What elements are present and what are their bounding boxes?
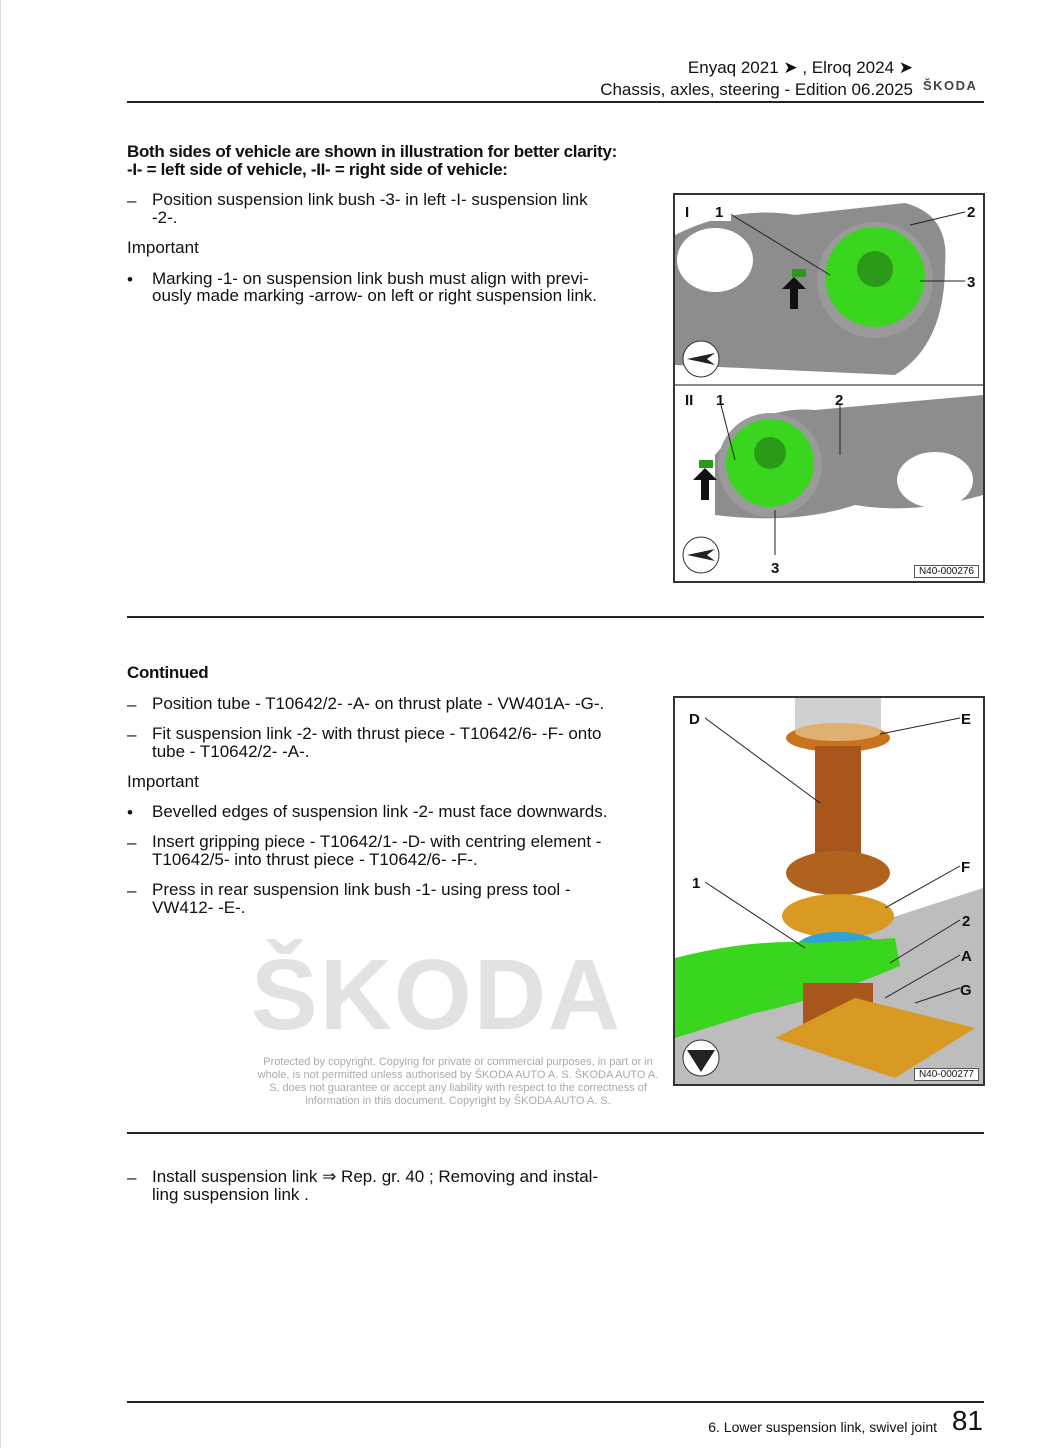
label-E: E [961, 711, 972, 728]
section-heading-legend: -I- = left side of vehicle, -II- = right side of vehicle: [127, 160, 508, 179]
illustration [675, 195, 983, 581]
dash-marker: – [127, 695, 137, 714]
section-heading: Continued [127, 663, 209, 682]
note-text: Bevelled edges of suspension link -2- must face downwards. [152, 802, 608, 821]
dash-marker: – [127, 1168, 137, 1187]
label-2: 2 [967, 204, 976, 221]
header-manual-title: Chassis, axles, steering - Edition 06.2025 [600, 80, 913, 99]
label-1: 1 [716, 392, 725, 409]
label-2: 2 [962, 913, 971, 930]
label-1: 1 [692, 875, 701, 892]
label-II: II [685, 392, 694, 409]
page-number: 81 [951, 1405, 983, 1436]
illustration [675, 698, 983, 1084]
section-divider [127, 1132, 984, 1134]
label-1: 1 [715, 204, 724, 221]
label-D: D [689, 711, 700, 728]
figure-code: N40-000276 [914, 565, 979, 578]
step-text: tube - T10642/2- -A-. [152, 742, 310, 761]
note-text: Marking -1- on suspension link bush must align with previ- [152, 269, 589, 288]
copyright-notice: Protected by copyright. Copying for private or commercial purposes, in part or in whole, is not permitted unless authorised by ŠKODA AUTO A. S. ŠKODA AUTO A. S. does not guarantee or accept any liability with respect to the correctness of information in this document. Copyright by ŠKODA AUTO A. S. [257, 1056, 659, 1107]
label-F: F [961, 859, 971, 876]
step-text: Fit suspension link -2- with thrust piece - T10642/6- -F- onto [152, 724, 602, 743]
step-text: T10642/5- into thrust piece - T10642/6- -F-. [152, 850, 478, 869]
figure-code: N40-000277 [914, 1068, 979, 1081]
important-label: Important [127, 238, 199, 257]
section-divider [127, 616, 984, 618]
figure-suspension-link-bush [673, 193, 985, 583]
label-3: 3 [967, 274, 976, 291]
bullet-marker: • [127, 270, 133, 289]
label-G: G [960, 982, 972, 999]
label-3: 3 [771, 560, 780, 577]
footer-divider [127, 1401, 984, 1403]
dash-marker: – [127, 833, 137, 852]
dash-marker: – [127, 881, 137, 900]
step-text-with-link[interactable]: Install suspension link ⇒ Rep. gr. 40 ; Removing and instal- [152, 1167, 599, 1186]
label-2: 2 [835, 392, 844, 409]
section-heading: Both sides of vehicle are shown in illustration for better clarity: [127, 142, 618, 161]
footer-chapter: 6. Lower suspension link, swivel joint [708, 1419, 937, 1435]
step-text: Press in rear suspension link bush -1- using press tool - [152, 880, 571, 899]
step-text: Position suspension link bush -3- in left -I- suspension link [152, 190, 588, 209]
skoda-logo: ŠKODA [923, 78, 978, 93]
header-divider [127, 101, 984, 103]
bullet-marker: • [127, 803, 133, 822]
watermark-logo: ŠKODA [251, 939, 623, 1051]
dash-marker: – [127, 191, 137, 210]
step-text: Position tube - T10642/2- -A- on thrust plate - VW401A- -G-. [152, 694, 605, 713]
note-text: ously made marking -arrow- on left or right suspension link. [152, 286, 598, 305]
step-text: -2-. [152, 208, 178, 227]
header-vehicle: Enyaq 2021 ➤ , Elroq 2024 ➤ [687, 58, 913, 77]
label-I: I [685, 204, 690, 221]
figure-press-tool [673, 696, 985, 1086]
step-text: VW412- -E-. [152, 898, 246, 917]
label-A: A [961, 948, 972, 965]
important-label: Important [127, 772, 199, 791]
dash-marker: – [127, 725, 137, 744]
step-text: ling suspension link . [152, 1185, 309, 1204]
step-text: Insert gripping piece - T10642/1- -D- with centring element - [152, 832, 602, 851]
